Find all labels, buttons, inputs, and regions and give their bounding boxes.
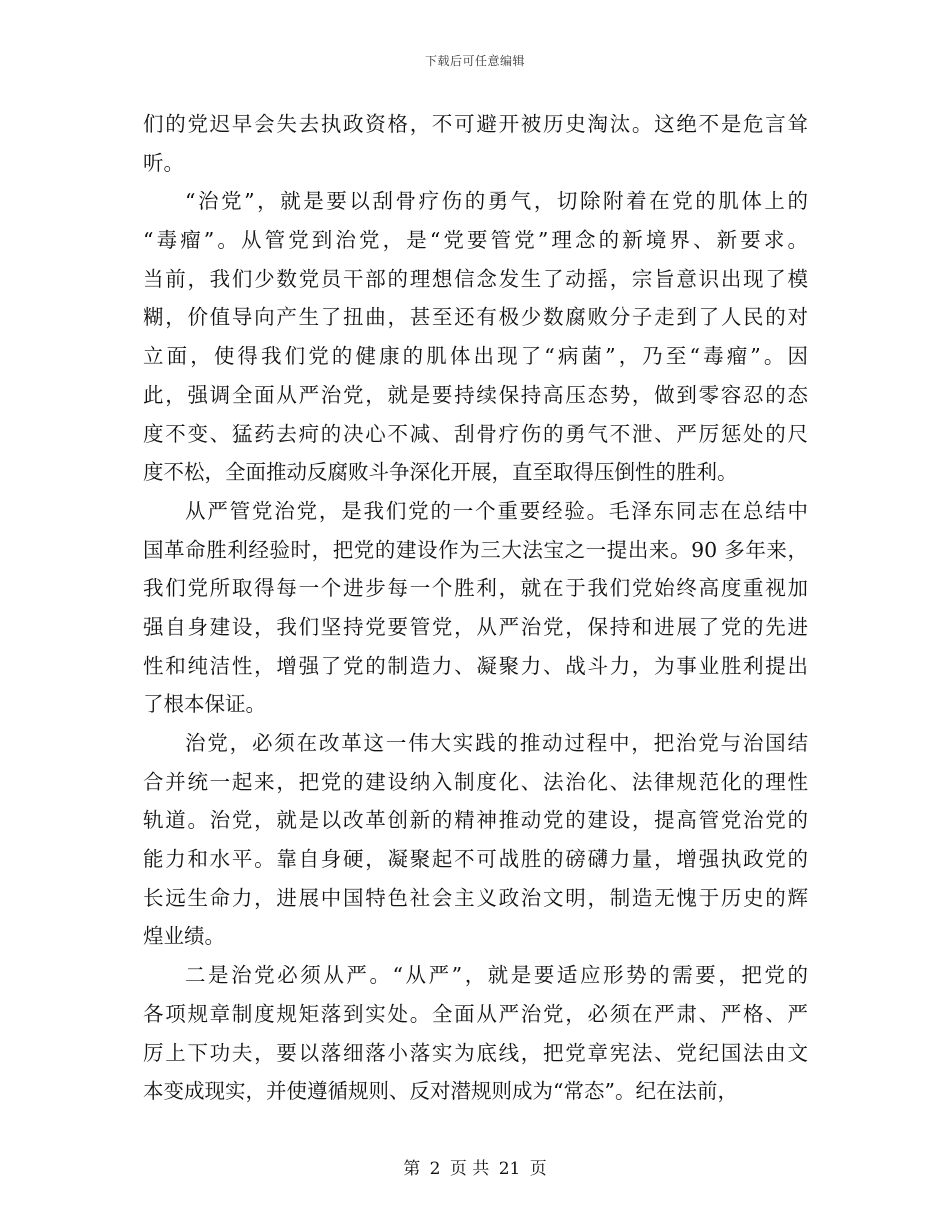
text-line: 听。 — [143, 150, 184, 175]
text-line: 强自身建设，我们坚持党要管党，从严治党，保持和进展了党的先进 — [143, 614, 808, 639]
text-line: 长远生命力，进展中国特色社会主义政治文明，制造无愧于历史的辉 — [143, 885, 808, 910]
paragraph — [143, 956, 808, 1111]
text-line: 能力和水平。靠自身硬，凝聚起不可战胜的磅礴力量，增强执政党的 — [143, 847, 808, 872]
document-body — [143, 105, 808, 1111]
text-line: 性和纯洁性，增强了党的制造力、凝聚力、战斗力，为事业胜利提出 — [143, 653, 808, 678]
text-line: 厉上下功夫，要以落细落小落实为底线，把党章宪法、党纪国法由文 — [143, 1040, 808, 1065]
page-label-mid: 页 共 — [449, 1159, 490, 1179]
text-line: 各项规章制度规矩落到实处。全面从严治党，必须在严肃、严格、严 — [143, 1001, 808, 1026]
text-line: 煌业绩。 — [143, 924, 225, 949]
text-line: 我们党所取得每一个进步每一个胜利，就在于我们党始终高度重视加 — [143, 576, 808, 601]
page-footer — [0, 1154, 950, 1179]
text-line: 当前，我们少数党员干部的理想信念发生了动摇，宗旨意识出现了模 — [143, 266, 808, 291]
text-line: “毒瘤”。从管党到治党，是“党要管党”理念的新境界、新要求。 — [143, 228, 808, 253]
paragraph — [143, 105, 808, 182]
text-line: 度不松，全面推动反腐败斗争深化开展，直至取得压倒性的胜利。 — [143, 460, 738, 485]
page-total-number: 21 — [498, 1159, 521, 1179]
page-label-prefix: 第 — [403, 1159, 421, 1179]
text-line: 立面，使得我们党的健康的肌体出现了“病菌”，乃至“毒瘤”。因 — [143, 344, 808, 369]
text-line: 了根本保证。 — [143, 692, 266, 717]
text-line: 糊，价值导向产生了扭曲，甚至还有极少数腐败分子走到了人民的对 — [143, 305, 808, 330]
text-line: 治党，必须在改革这一伟大实践的推动过程中，把治党与治国结 — [185, 731, 808, 755]
page-header-note: 下载后可任意编辑 — [424, 54, 525, 68]
text-line: 二是治党必须从严。“从严”，就是要适应形势的需要，把党的 — [185, 963, 808, 988]
text-line: 合并统一起来，把党的建设纳入制度化、法治化、法律规范化的理性 — [143, 769, 808, 794]
page-label-suffix: 页 — [529, 1159, 547, 1179]
page-current-number: 2 — [429, 1159, 441, 1179]
text-line: 此，强调全面从严治党，就是要持续保持高压态势，做到零容忍的态 — [143, 382, 808, 407]
text-line: “治党”，就是要以刮骨疗伤的勇气，切除附着在党的肌体上的 — [185, 189, 808, 214]
text-line: 国革命胜利经验时，把党的建设作为三大法宝之一提出来。90 多年来， — [143, 537, 808, 562]
paragraph — [143, 492, 808, 724]
paragraph — [143, 182, 808, 492]
text-line: 们的党迟早会失去执政资格，不可避开被历史淘汰。这绝不是危言耸 — [143, 112, 808, 136]
text-line: 从严管党治党，是我们党的一个重要经验。毛泽东同志在总结中 — [185, 498, 808, 523]
text-line: 轨道。治党，就是以改革创新的精神推动党的建设，提高管党治党的 — [143, 808, 808, 833]
paragraph — [143, 724, 808, 956]
text-line: 本变成现实，并使遵循规则、反对潜规则成为“常态”。纪在法前， — [143, 1079, 738, 1104]
text-line: 度不变、猛药去疴的决心不减、刮骨疗伤的勇气不泄、严厉惩处的尺 — [143, 421, 808, 446]
